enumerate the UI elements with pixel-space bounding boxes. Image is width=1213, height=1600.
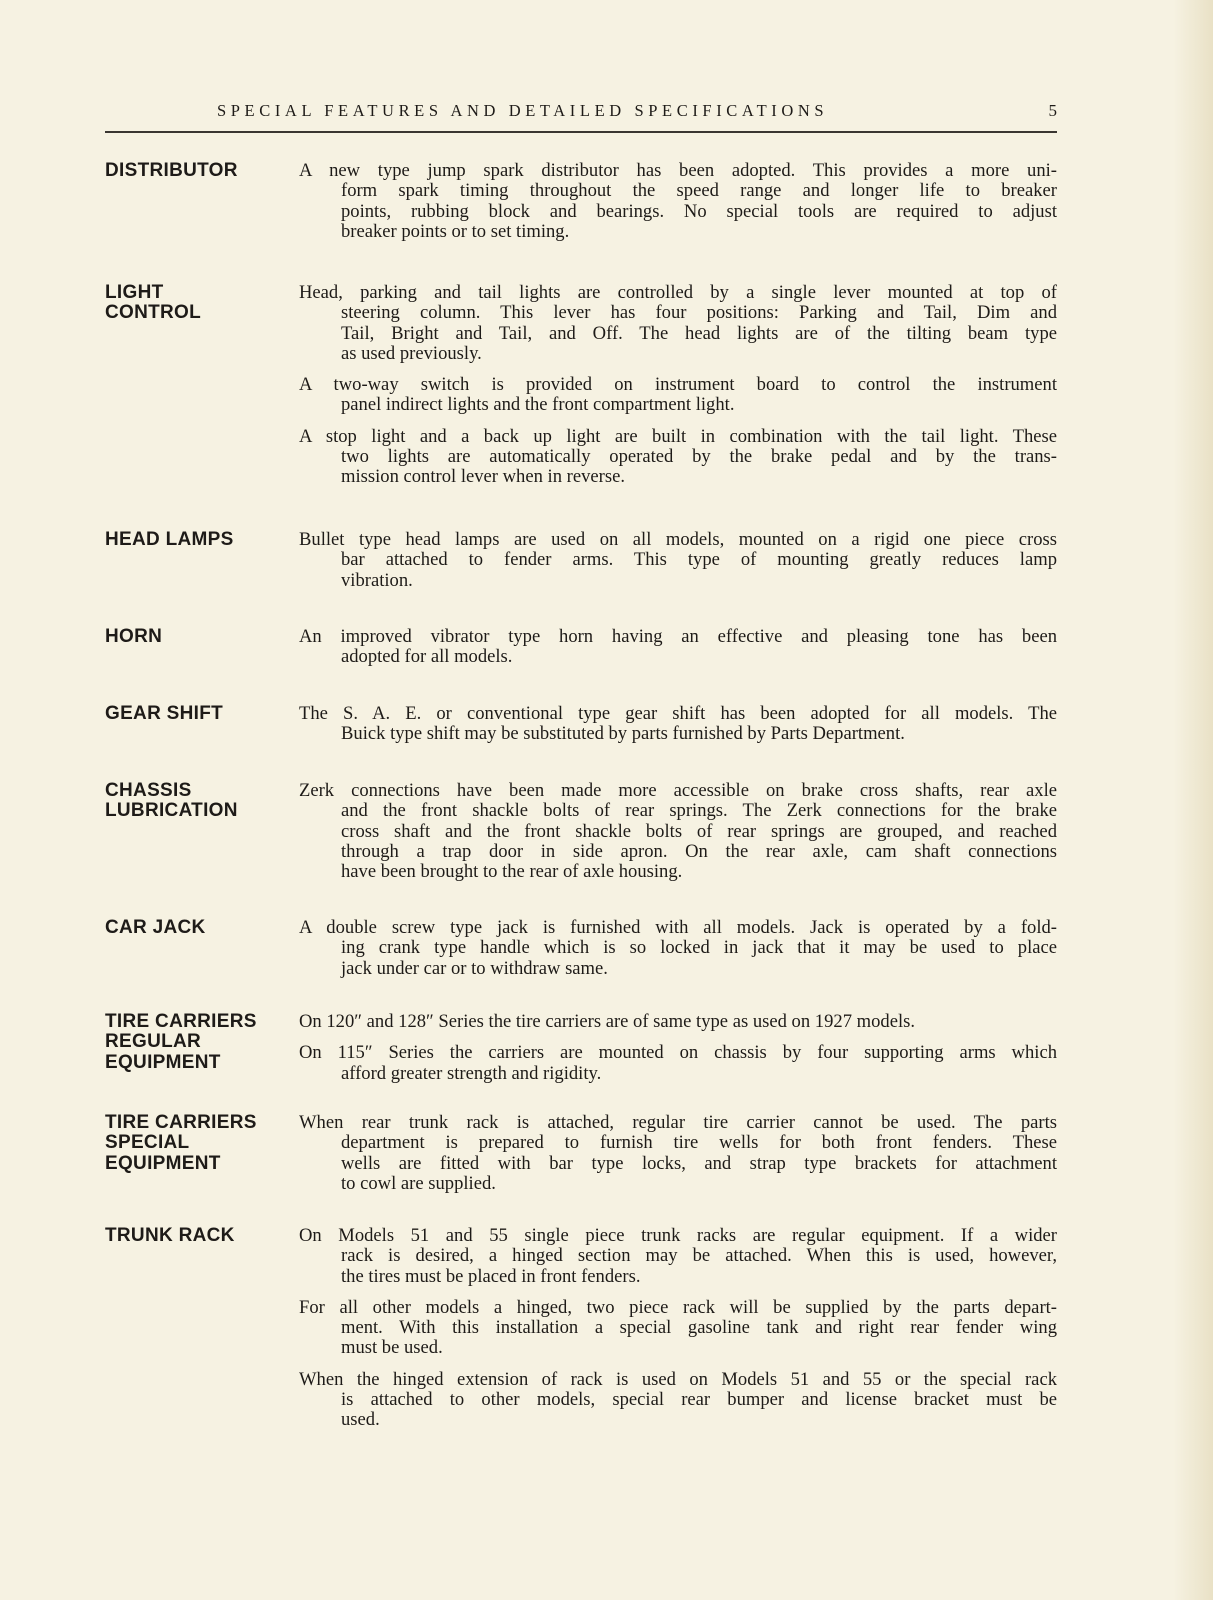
text-line: Head, parking and tail lights are controlled by a single lever mounted at top of [299,282,1057,303]
running-header [105,101,1057,125]
text-line: and the front shackle bolts of rear springs. The Zerk connections for the brake [341,800,1057,822]
text-line: ment. With this installation a special gasoline tank and right rear fender wing [341,1317,1057,1339]
section-label-line: LIGHT [105,282,164,303]
text-line: Buick type shift may be substituted by parts furnished by Parts Department. [341,723,905,745]
section-label-line: SPECIAL [105,1132,190,1154]
text-line: Tail, Bright and Tail, and Off. The head lights are of the tilting beam type [341,322,1057,344]
section-label-line: HEAD LAMPS [105,529,234,550]
paragraph [299,1043,1057,1084]
section-label [105,1226,295,1246]
text-line: The S. A. E. or conventional type gear shift has been adopted for all models. The [299,703,1057,724]
text-line: to cowl are supplied. [341,1172,496,1194]
page-number: 5 [1048,101,1057,120]
text-line: wells are fitted with bar type locks, and strap type brackets for attachment [341,1152,1057,1174]
text-line: used. [341,1409,380,1431]
text-line: vibration. [341,569,413,591]
text-line: A two-way switch is provided on instrument board to control the instrument [299,374,1057,396]
text-line: the tires must be placed in front fenders. [341,1265,641,1287]
section-label [105,781,295,822]
section-body [299,704,1057,756]
paragraph [299,283,1057,364]
text-line: Bullet type head lamps are used on all models, mounted on a rigid one piece cross [299,529,1057,550]
section-label-line: HORN [105,626,163,647]
paragraph [299,161,1057,242]
text-line: must be used. [341,1337,443,1359]
text-line: When the hinged extension of rack is used on Models 51 and 55 or the special rack [299,1368,1057,1390]
text-line: Zerk connections have been made more accessible on brake cross shafts, rear axle [299,780,1057,801]
text-line: bar attached to fender arms. This type of mounting greatly reduces lamp [341,549,1057,571]
section-label [105,918,295,938]
text-line: panel indirect lights and the front compartment light. [341,394,735,416]
text-line: cross shaft and the front shackle bolts of rear springs are grouped, and reached [341,820,1057,842]
section-label-line: LUBRICATION [105,800,238,822]
text-line: On 115″ Series the carriers are mounted on chassis by four supporting arms which [299,1042,1057,1064]
text-line: steering column. This lever has four positions: Parking and Tail, Dim and [341,302,1057,324]
paragraph [299,427,1057,488]
section-label-line: TIRE CARRIERS [105,1011,257,1032]
section-label-line: CAR JACK [105,917,206,938]
paragraph [299,1370,1057,1431]
text-line: rack is desired, a hinged section may be attached. When this is used, however, [341,1245,1057,1267]
text-line: mission control lever when in reverse. [341,466,625,488]
text-line: two lights are automatically operated by the brake pedal and by the trans- [341,446,1057,468]
paragraph [299,530,1057,591]
paragraph [299,704,1057,745]
section-label-line: TRUNK RACK [105,1225,235,1246]
section-label [105,704,295,724]
section-label-line: GEAR SHIFT [105,703,224,724]
text-line: afford greater strength and rigidity. [341,1062,602,1084]
section-label-line: CHASSIS [105,780,192,801]
section-label-line: REGULAR [105,1031,202,1053]
text-line: as used previously. [341,342,482,364]
section-label [105,627,295,647]
section-body [299,283,1057,499]
text-line: breaker points or to set timing. [341,220,570,242]
paragraph [299,1226,1057,1287]
section-label [105,161,295,181]
text-line: An improved vibrator type horn having an effective and pleasing tone has been [299,626,1057,647]
section-body [299,530,1057,602]
text-line: For all other models a hinged, two piece rack will be supplied by the parts depart- [299,1296,1057,1318]
section-body [299,1012,1057,1095]
section-label [105,283,295,324]
text-line: A new type jump spark distributor has been adopted. This provides a more uni- [299,160,1057,181]
text-line: When rear trunk rack is attached, regular tire carrier cannot be used. The parts [299,1112,1057,1133]
section-label-line: CONTROL [105,302,202,324]
text-line: adopted for all models. [341,646,513,668]
section-body [299,1226,1057,1442]
text-line: A stop light and a back up light are built in combination with the tail light. These [299,425,1057,447]
section-body [299,161,1057,253]
section-body [299,918,1057,990]
paragraph [299,1012,1057,1032]
text-line: A double screw type jack is furnished with all models. Jack is operated by a fold- [299,917,1057,938]
section-body [299,781,1057,893]
section-label-line: EQUIPMENT [105,1051,221,1073]
section-label-line: DISTRIBUTOR [105,160,238,181]
page-edge-shading [1173,0,1213,1600]
text-line: points, rubbing block and bearings. No special tools are required to adjust [341,200,1057,222]
paragraph [299,918,1057,979]
section-label [105,1113,295,1174]
text-line: jack under car or to withdraw same. [341,957,608,979]
text-line: On Models 51 and 55 single piece trunk racks are regular equipment. If a wider [299,1225,1057,1246]
text-line: On 120″ and 128″ Series the tire carriers are of same type as used on 1927 models. [299,1011,915,1032]
paragraph [299,1298,1057,1359]
header-title: SPECIAL FEATURES AND DETAILED SPECIFICATIONS [217,101,829,120]
section-label-line: TIRE CARRIERS [105,1112,257,1133]
paragraph [299,1113,1057,1194]
text-line: ing crank type handle which is so locked in jack that it may be used to place [341,937,1057,959]
section-label-line: EQUIPMENT [105,1152,221,1174]
text-line: department is prepared to furnish tire wells for both front fenders. These [341,1132,1057,1154]
text-line: form spark timing throughout the speed range and longer life to breaker [341,180,1057,202]
text-line: through a trap door in side apron. On the rear axle, cam shaft connections [341,840,1057,862]
section-label [105,530,295,550]
section-label [105,1012,295,1073]
paragraph [299,375,1057,416]
section-body [299,1113,1057,1205]
section-body [299,627,1057,679]
paragraph [299,627,1057,668]
text-line: is attached to other models, special rear bumper and license bracket must be [341,1389,1057,1411]
paragraph [299,781,1057,882]
header-rule [105,131,1057,133]
text-line: have been brought to the rear of axle housing. [341,861,683,883]
